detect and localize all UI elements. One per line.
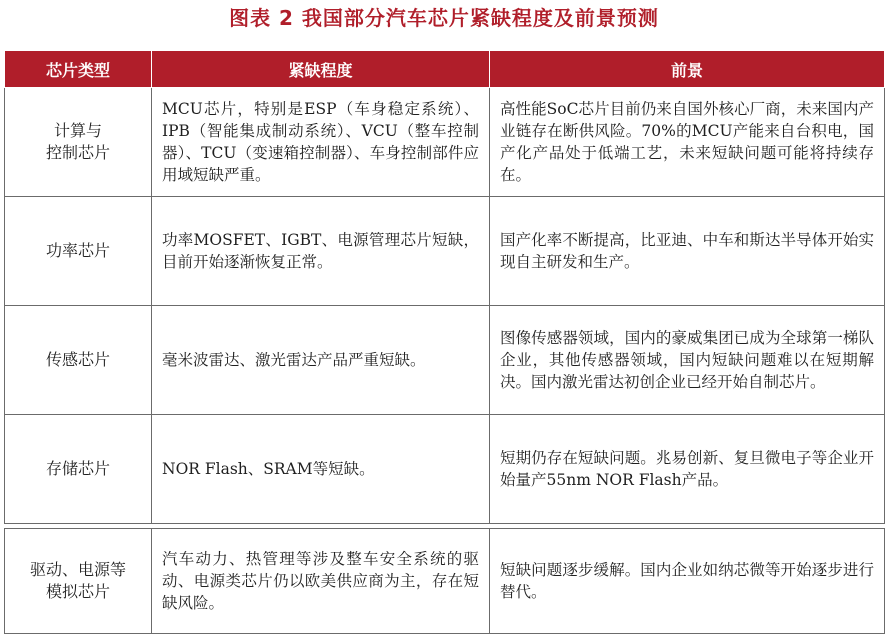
table-row — [5, 306, 885, 415]
table-row — [5, 197, 885, 306]
outlook-cell: 短缺问题逐步缓解。国内企业如纳芯微等开始逐步进行替代。 — [490, 529, 885, 634]
header-shortage-level: 紧缺程度 — [152, 51, 490, 88]
chip-type-line: 驱动、电源等 — [29, 560, 126, 579]
shortage-cell: 功率MOSFET、IGBT、电源管理芯片短缺，目前开始逐渐恢复正常。 — [152, 197, 490, 306]
outlook-cell: 短期仍存在短缺问题。兆易创新、复旦微电子等企业开始量产55nm NOR Flash产品。 — [490, 415, 885, 524]
table-row — [5, 88, 885, 197]
chip-type-line: 传感芯片 — [45, 350, 110, 369]
shortage-cell: 毫米波雷达、激光雷达产品严重短缺。 — [152, 306, 490, 415]
header-outlook: 前景 — [490, 51, 885, 88]
header-chip-type: 芯片类型 — [5, 51, 152, 88]
chip-type-cell — [5, 88, 152, 197]
header-row — [5, 51, 885, 88]
chip-type-line: 功率芯片 — [45, 241, 110, 260]
chip-type-cell — [5, 529, 152, 634]
chip-type-cell — [5, 415, 152, 524]
chip-type-cell — [5, 197, 152, 306]
shortage-cell: NOR Flash、SRAM等短缺。 — [152, 415, 490, 524]
chip-shortage-table — [4, 50, 885, 634]
chip-type-line: 存储芯片 — [45, 459, 110, 478]
outlook-cell: 高性能SoC芯片目前仍来自国外核心厂商，未来国内产业链存在断供风险。70%的MCU产能来自台积电，国产化产品处于低端工艺，未来短缺问题可能将持续存在。 — [490, 88, 885, 197]
shortage-cell: MCU芯片，特别是ESP（车身稳定系统）、IPB（智能集成制动系统）、VCU（整车控制器）、TCU（变速箱控制器）、车身控制部件应用域短缺严重。 — [152, 88, 490, 197]
outlook-cell: 国产化率不断提高，比亚迪、中车和斯达半导体开始实现自主研发和生产。 — [490, 197, 885, 306]
outlook-cell: 图像传感器领域，国内的豪威集团已成为全球第一梯队企业，其他传感器领域，国内短缺问题难以在短期解决。国内激光雷达初创企业已经开始自制芯片。 — [490, 306, 885, 415]
chip-type-line: 控制芯片 — [45, 143, 110, 162]
chip-type-line: 计算与 — [53, 121, 102, 140]
chip-type-cell — [5, 306, 152, 415]
chip-type-line: 模拟芯片 — [45, 582, 110, 601]
table-row — [5, 415, 885, 524]
table-title: 图表 2 我国部分汽车芯片紧缺程度及前景预测 — [229, 6, 659, 30]
table-row — [5, 529, 885, 634]
shortage-cell: 汽车动力、热管理等涉及整车安全系统的驱动、电源类芯片仍以欧美供应商为主，存在短缺风险。 — [152, 529, 490, 634]
